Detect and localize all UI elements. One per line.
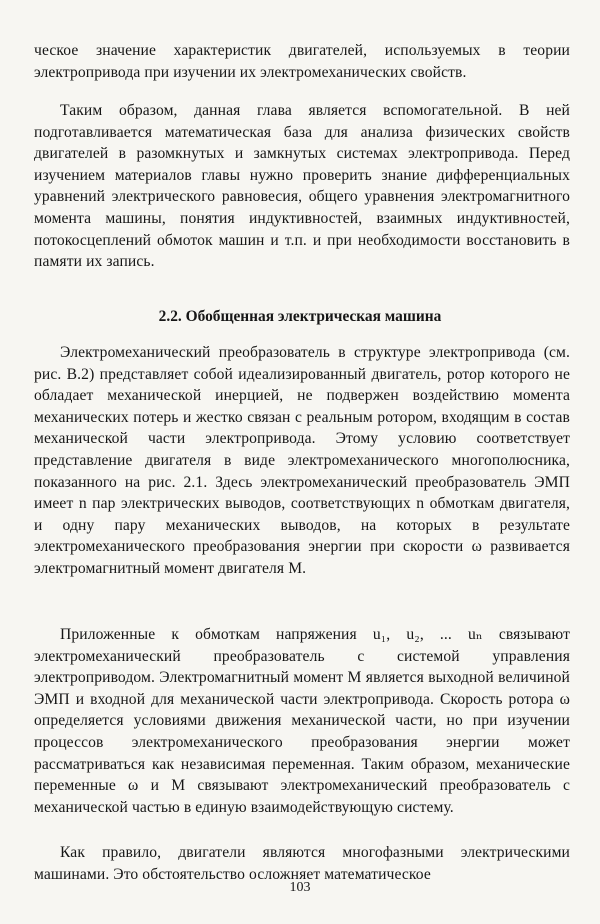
page-number: 103 — [289, 880, 311, 895]
paragraph-multiphase-machines: Как правило, двигатели являются многофазными электрическими машинами. Это обстоятельство осложняет математическое — [34, 844, 570, 883]
paragraph-voltages-and-torque: Приложенные к обмоткам напряжения u₁, u₂, ... uₙ связывают электромеханический преобразователь с системой управления электроприводом. Электромагнитный момент M является выходной величиной ЭМП и входной для механической части электропривода. Скорость ротора ω определяется условиями движения механической части, но при изучении процессов электромеханического преобразования энергии может рассматриваться как независимая переменная. Таким образом, механические переменные ω и M связывают электромеханический преобразователь с механической частью в единую взаимодействующую систему. — [34, 626, 570, 816]
section-heading: 2.2. Обобщенная электрическая машина — [158, 308, 442, 325]
paragraph-chapter-purpose: Таким образом, данная глава является вспомогательной. В ней подготавливается математическая база для анализа физических свойств двигателей в разомкнутых и замкнутых системах электропривода. Перед изучением материалов главы нужно проверить знание дифференциальных уравнений электрического равновесия, общего уравнения электромагнитного момента машины, понятия индуктивностей, взаимных индуктивностей, потокосцеплений обмоток машин и т.п. и при необходимости восстановить в памяти их запись. — [34, 102, 570, 271]
paragraph-continued: ческое значение характеристик двигателей, используемых в теории электропривода при изучении их электромеханических свойств. — [34, 42, 570, 81]
paragraph-converter-description: Электромеханический преобразователь в структуре электропривода (см. рис. В.2) представляет собой идеализированный двигатель, ротор которого не обладает механической инерцией, не подвержен воздействию момента механических потерь и жестко связан с реальным ротором, входящим в состав механической части электропривода. Этому условию соответствует представление двигателя в виде электромеханического многополюсника, показанного на рис. 2.1. Здесь электромеханический преобразователь ЭМП имеет n пар электрических выводов, соответствующих n обмоткам двигателя, и одну пару механических выводов, на которых в результате электромеханического преобразования энергии при скорости ω развивается электромагнитный момент двигателя M. — [34, 344, 570, 577]
